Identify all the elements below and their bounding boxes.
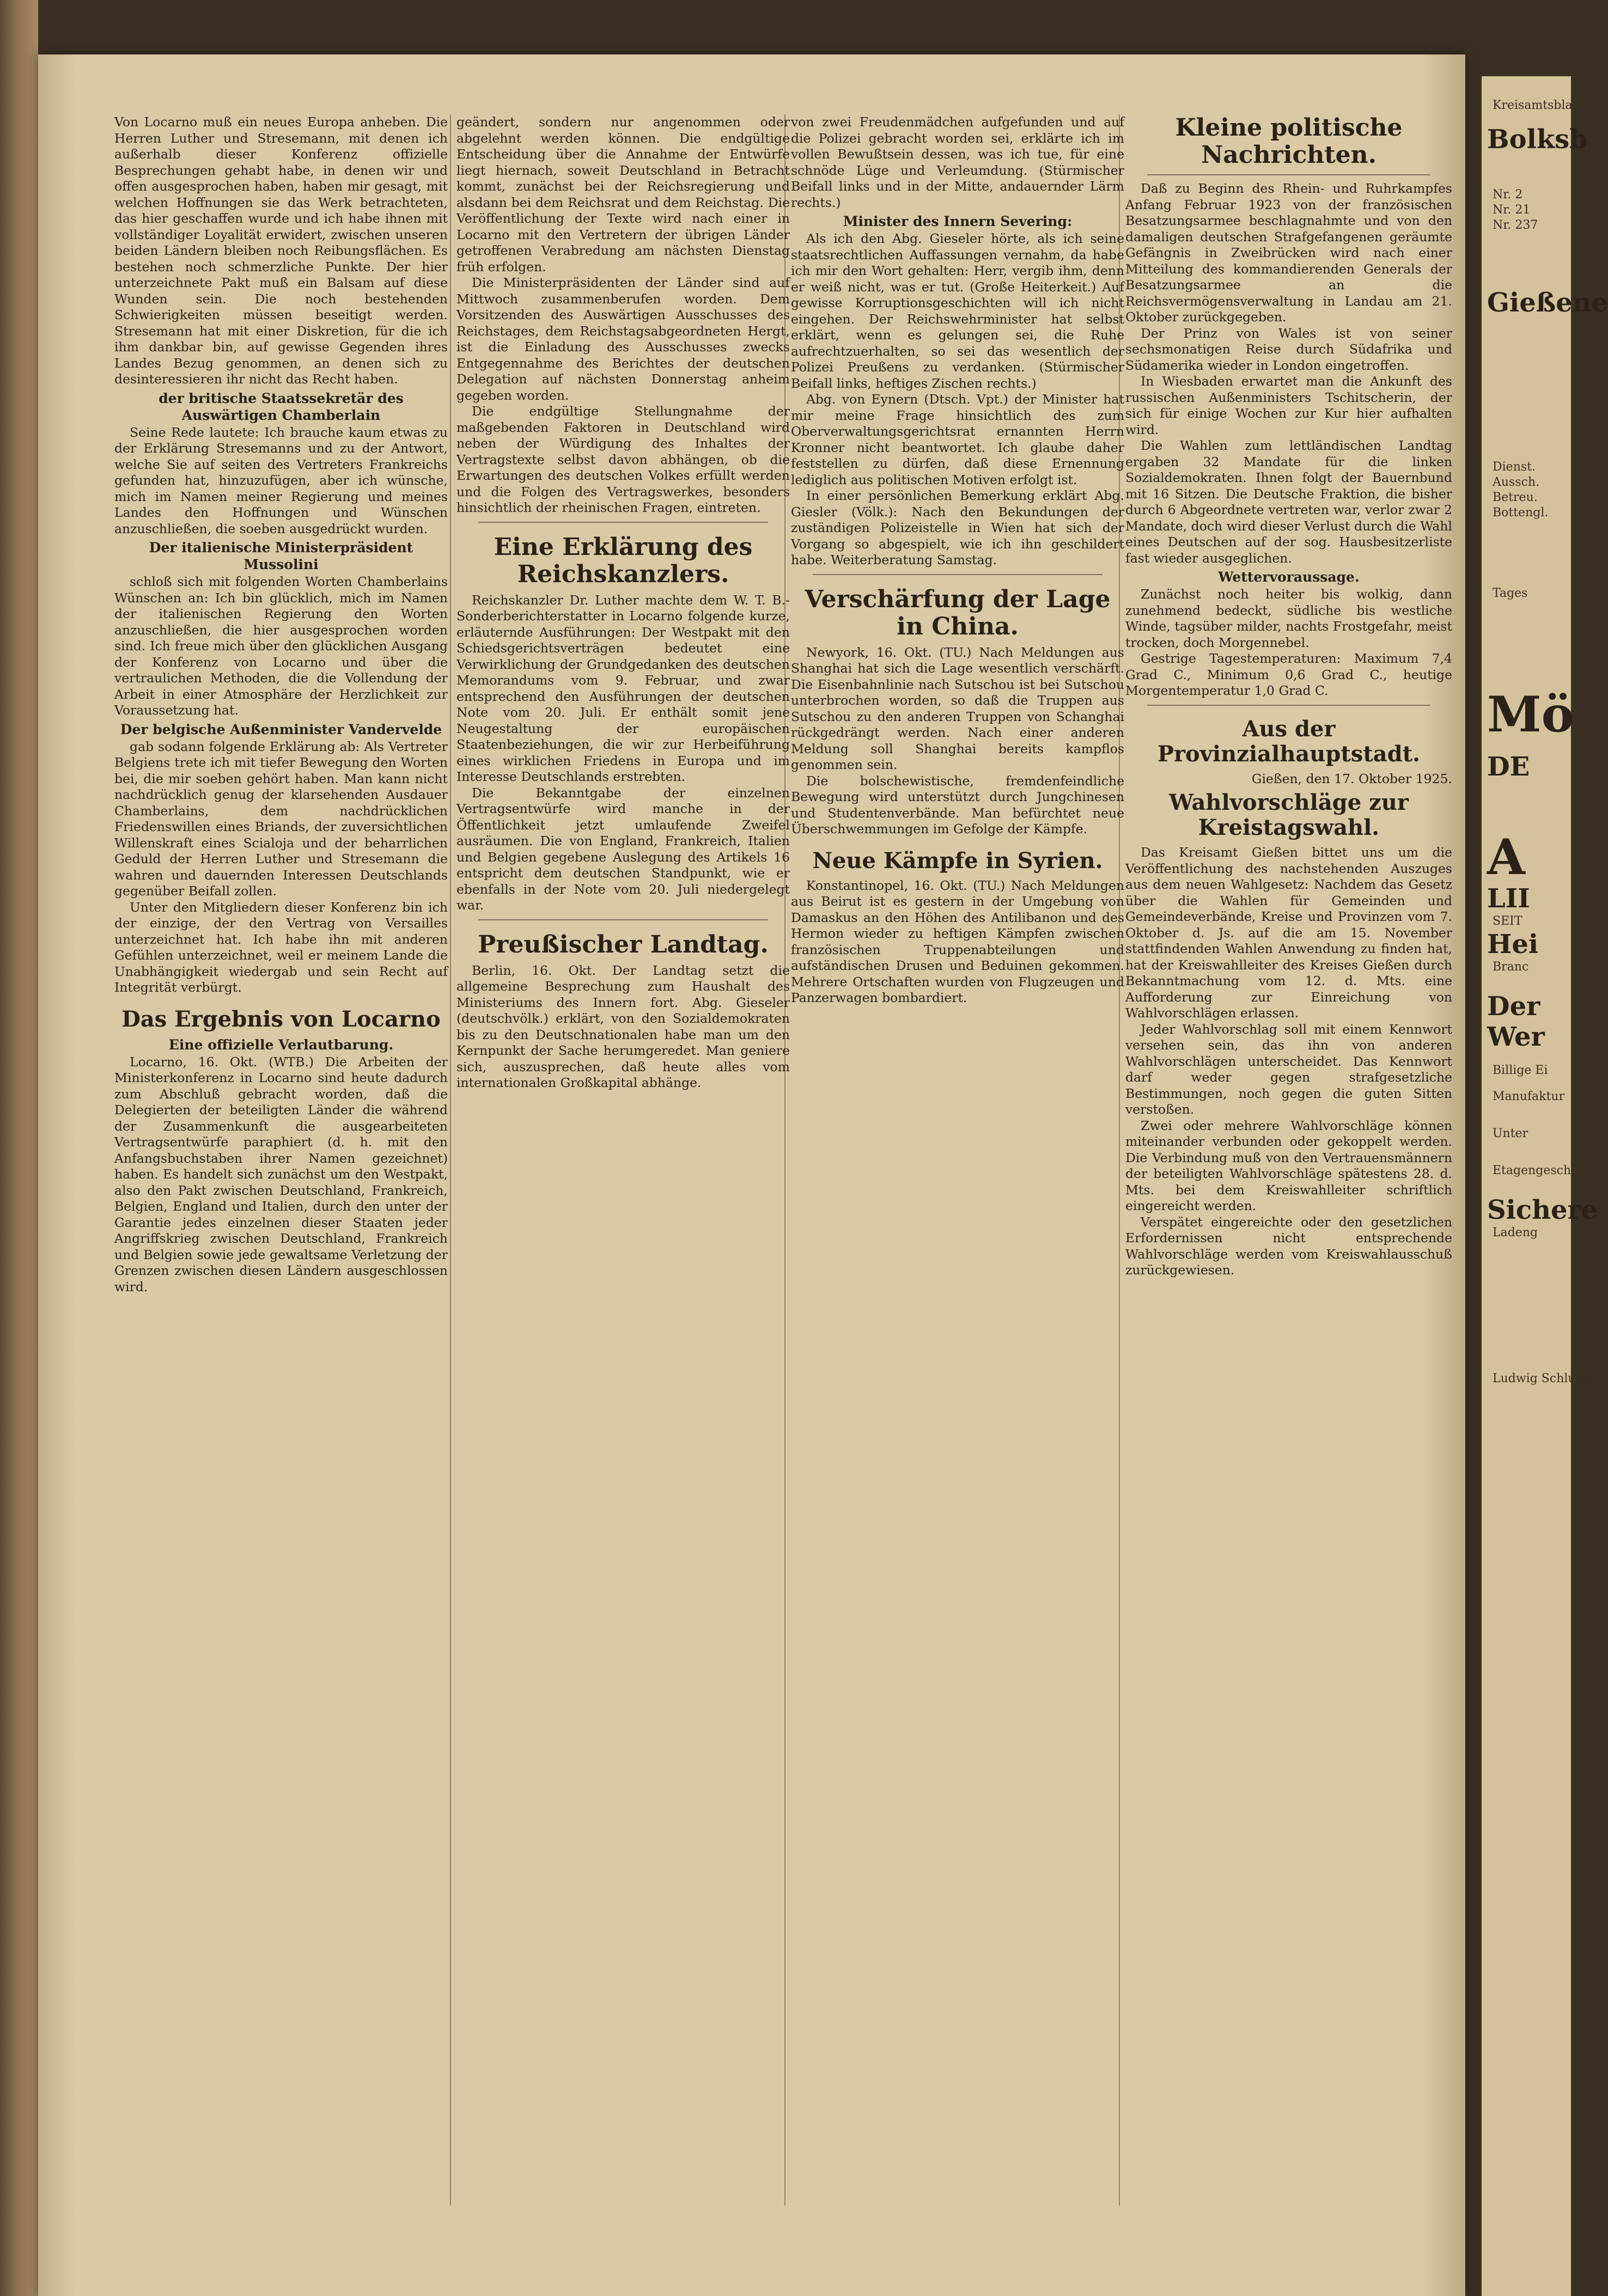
fragment-line: Nr. 21 — [1493, 203, 1531, 217]
article-headline: Eine Erklärung des Reichskanzlers. — [494, 533, 753, 588]
article-headline: Verschärfung der Lage in China. — [805, 585, 1111, 640]
paragraph: Die endgültige Stellungnahme der maßgebenden Faktoren in Deutschland wird neben der Würdigung des Inhaltes der Vertragstexte selbst davon abhängen, ob die Erwartungen des deutschen Volkes erfüllt werden und die Folgen des Vertragswerkes, besonders hinsichtlich der rheinischen Fragen, eintreten. — [456, 404, 790, 515]
subheading: Der italienische Ministerpräsident Mussolini — [149, 540, 413, 572]
column-rule — [450, 114, 451, 2206]
separator-line — [1147, 174, 1430, 175]
paragraph: Zwei oder mehrere Wahlvorschläge können miteinander verbunden oder gekoppelt werden. Die Verbindung muß von den Vertrauensmännern der beteiligten Wahlvorschläge spätestens 28. d. Mts. bei dem Kreiswahlleiter schriftlich eingereicht werden. — [1125, 1118, 1452, 1213]
column-2 — [456, 114, 790, 2206]
column-4 — [1125, 114, 1452, 2206]
article-headline: Neue Kämpfe in Syrien. — [812, 847, 1103, 874]
paragraph: Der Prinz von Wales ist von seiner sechsmonatigen Reise durch Südafrika und Südamerika wieder in London eingetroffen. — [1125, 325, 1452, 373]
fragment-line: Mö — [1487, 686, 1574, 743]
separator-line — [478, 919, 768, 920]
section-headline: Aus der Provinzialhauptstadt. — [1157, 716, 1421, 767]
fragment-line: Aussch. — [1493, 475, 1540, 489]
fragment-line: Dienst. — [1493, 460, 1536, 474]
paragraph: Daß zu Beginn des Rhein- und Ruhrkampfes Anfang Februar 1923 von der französischen Besatzungsarmee beschlagnahmte und von den damaligen deutschen Strafgefangenen geräumte Gefängnis in Zweibrücken wird nach einer Mitteilung des kommandierenden Generals der Besatzungsarmee an die Reichsvermögensverwaltung in Landau am 21. Oktober zurückgegeben. — [1125, 181, 1452, 325]
fragment-line: Manufaktur — [1493, 1090, 1565, 1103]
paragraph: Seine Rede lautete: Ich brauche kaum etwas zu der Erklärung Stresemanns und zu der Antwort, welche Sie auf seiten des Vertreters Frankreichs gefunden hat, hinzuzufügen, aber ich wünsche, mich im Namen meiner Regierung und meines Landes den Hoffnungen und Wünschen anzuschließen, die soeben ausgedrückt wurden. — [114, 424, 448, 536]
fragment-line: Etagengeschä — [1493, 1164, 1579, 1177]
paragraph: Zunächst noch heiter bis wolkig, dann zunehmend bedeckt, südliche bis westliche Winde, tagsüber milder, nachts Frostgefahr, meist trocken, doch Morgennebel. — [1125, 587, 1452, 650]
column-1 — [114, 114, 448, 2206]
paragraph: Unter den Mitgliedern dieser Konferenz bin ich der einzige, der den Vertrag von Versailles unterzeichnet hat. Ich habe ihn mit anderen Gefühlen unterzeichnet, weil er meinem Lande die Unabhängigkeit wiedergab und sein Recht auf Integrität verbürgt. — [114, 899, 448, 995]
fragment-line: Bolksb — [1487, 124, 1588, 155]
paragraph: schloß sich mit folgenden Worten Chamberlains Wünschen an: Ich bin glücklich, mich im Namen der italienischen Regierung den Worten anzuschließen, die hier ausgesprochen worden sind. Ich freue mich über den glücklichen Ausgang der Konferenz von Locarno und über die vertraulichen Methoden, die die Vollendung der Arbeit in einer Atmosphäre der Herzlichkeit zur Voraussetzung hat. — [114, 574, 448, 718]
column-3 — [791, 114, 1124, 2206]
paragraph: geändert, sondern nur angenommen oder abgelehnt werden können. Die endgültige Entscheidung über die Annahme der Entwürfe liegt hiernach, soweit Deutschland in Betracht kommt, zunächst bei der Reichsregierung und alsdann bei dem Reichsrat und dem Reichstag. Die Veröffentlichung der Texte wird nach einer in Locarno mit den Vertretern der übrigen Länder getroffenen Verabredung am nächsten Dienstag früh erfolgen. — [456, 114, 790, 274]
separator-line — [1147, 705, 1430, 706]
fragment-line: Nr. 237 — [1493, 218, 1538, 232]
facing-page-fragment — [1482, 76, 1608, 2296]
paragraph: Von Locarno muß ein neues Europa anheben. Die Herren Luther und Stresemann, mit denen ich außerhalb dieser Konferenz offizielle Besprechungen gehabt habe, in denen wir und offen ausgesprochen haben, haben mir gesagt, mit welchen Hoffnungen sie das Werk betrachteten, das hier geschaffen wurde und ich habe ihnen mit vollständiger Loyalität erwidert, zwischen unseren beiden Ländern bleiben noch Reibungsflächen. Es bestehen noch schmerzliche Punkte. Der hier unterzeichnete Pakt muß ein Balsam auf diese Wunden sein. Die noch bestehenden Schwierigkeiten müssen beseitigt werden. Stresemann hat mit einer Diskretion, für die ich ihm dankbar bin, auf gewisse Gegenden ihres Landes Bezug genommen, an denen sich zu desinteressieren ihr nicht das Recht haben. — [114, 114, 448, 387]
dateline: Gießen, den 17. Oktober 1925. — [1251, 771, 1452, 786]
paragraph: Die Wahlen zum lettländischen Landtag ergaben 32 Mandate für die linken Sozialdemokraten. Ihnen folgt der Bauernbund mit 16 Sitzen. Die Deutsche Fraktion, die bisher durch 6 Abgeordnete vertreten war, verlor zwar 2 Mandate, doch wird dieser Verlust durch die Wahl eines Deutschen auf der sog. Hausbesitzerliste fast wieder ausgeglichen. — [1125, 438, 1452, 566]
paragraph: Reichskanzler Dr. Luther machte dem W. T. B.-Sonderberichterstatter in Locarno folgende kurze, erläuternde Ausführungen: Der Westpakt mit den Schiedsgerichtsverträgen bedeutet eine Verwirklichung der Grundgedanken des deutschen Memorandums vom 9. Februar, und zwar entsprechend den Ausführungen der deutschen Note vom 20. Juli. Er enthält somit jene Neugestaltung der europäischen Staatenbeziehungen, die wir zur Herbeiführung eines wirklichen Friedens in Europa und im Interesse Deutschlands erstrebten. — [456, 592, 790, 784]
paragraph: Die Ministerpräsidenten der Länder sind auf Mittwoch zusammenberufen worden. Dem Vorsitzenden des Auswärtigen Ausschusses des Reichstages, dem Reichstagsabgeordneten Hergt, ist die Einladung des Ausschusses zwecks Entgegennahme des Berichtes der deutschen Delegation auf nächsten Donnerstag anheim gegeben worden. — [456, 275, 790, 403]
paragraph: Abg. von Eynern (Dtsch. Vpt.) der Minister hat mir meine Frage hinsichtlich des zum Oberverwaltungsgerichtsrat ernannten Herrn Kronner nicht beantwortet. Ich glaube daher feststellen zu dürfen, daß diese Ernennung lediglich aus politischen Motiven erfolgt ist. — [791, 392, 1124, 487]
paragraph: Locarno, 16. Okt. (WTB.) Die Arbeiten der Ministerkonferenz in Locarno sind heute dadurch zum Abschluß gebracht worden, daß die Delegierten der beteiligten Länder die während der Zusammenkunft die ausgearbeiteten Vertragsentwürfe paraphiert (d. h. mit den Anfangsbuchstaben ihrer Namen gezeichnet) haben. Es handelt sich zunächst um den Westpakt, also den Pakt zwischen Deutschland, Frankreich, Belgien, England und Italien, durch den unter der Garantie jedes einzelnen dieser Staaten jeder Angriffskrieg zwischen Deutschland, Frankreich und Belgien sowie jede gewaltsame Verletzung der Grenzen zwischen diesen Ländern ausgeschlossen wird. — [114, 1054, 448, 1294]
subheading: Eine offizielle Verlautbarung. — [168, 1036, 394, 1053]
paragraph: Newyork, 16. Okt. (TU.) Nach Meldungen aus Shanghai hat sich die Lage wesentlich verschärft. Die Eisenbahnlinie nach Sutschou ist bei Sutschou unterbrochen worden, so daß die Truppen aus Sutschou zu den anderen Truppen von Schanghai rückgedrängt werden. Nach einer anderen Meldung soll Shanghai bereits kampflos genommen sein. — [791, 644, 1124, 772]
fragment-line: Nr. 2 — [1493, 188, 1523, 201]
article-headline: Wahlvorschläge zur Kreistagswahl. — [1169, 790, 1409, 840]
fragment-line: Billige Ei — [1493, 1064, 1548, 1077]
fragment-line: SEIT — [1493, 914, 1522, 928]
fragment-line: Sichere — [1487, 1195, 1598, 1225]
paragraph: Jeder Wahlvorschlag soll mit einem Kennwort versehen sein, das ihn von anderen Wahlvorschlägen unterscheidet. Das Kennwort darf weder gegen strafgesetzliche Bestimmungen, noch gegen die guten Sitten verstoßen. — [1125, 1021, 1452, 1117]
paragraph: Berlin, 16. Okt. Der Landtag setzt die allgemeine Besprechung zum Haushalt des Ministeriums des Innern fort. Abg. Gieseler (deutschvölk.) erklärt, von den Sozialdemokraten bis zu den Deutschnationalen habe man um den Kernpunkt der Sache herumgeredet. Man geniere sich, auszusprechen, daß heute alles vom internationalen Großkapital abhänge. — [456, 962, 790, 1090]
paragraph: Verspätet eingereichte oder den gesetzlichen Erfordernissen nicht entsprechende Wahlvorschläge werden vom Kreiswahlausschuß zurückgewiesen. — [1125, 1214, 1452, 1278]
paragraph: Die bolschewistische, fremdenfeindliche Bewegung wird unterstützt durch Jungchinesen und Studentenverbände. Man befürchtet neue Überschwemmungen im Gefolge der Kämpfe. — [791, 773, 1124, 836]
paragraph: Gestrige Tagestemperaturen: Maximum 7,4 Grad C., Minimum 0,6 Grad C., heutige Morgentemperatur 1,0 Grad C. — [1125, 651, 1452, 698]
subheading: Der belgische Außenminister Vandervelde — [120, 721, 442, 737]
book-binding — [0, 0, 38, 2296]
subheading: der britische Staatssekretär des Auswärtigen Chamberlain — [159, 390, 404, 423]
paragraph: In einer persönlichen Bemerkung erklärt Abg. Giesler (Völk.): Nach den Bekundungen der zuständigen Polizeistelle in Wien hat sich der Vorgang so abgespielt, wie ich ihn geschildert habe. Weiterberatung Samstag. — [791, 488, 1124, 567]
fragment-line: Gießene — [1487, 288, 1608, 318]
paragraph: gab sodann folgende Erklärung ab: Als Vertreter Belgiens trete ich mit tiefer Bewegung den Worten bei, die mir soeben gehört haben. Man kann nicht nachdrücklich genug der klarsehenden Ausdauer Chamberlains, dem nachdrücklichen Friedenswillen eines Briands, der zuversichtlichen Willenskraft eines Scialoja und der beharrlichen Geduld der Herren Luther und Stresemann die wahren und dauernden Interessen Deutschlands gegenüber Beifall zollen. — [114, 738, 448, 899]
paragraph: Das Kreisamt Gießen bittet uns um die Veröffentlichung des nachstehenden Auszuges aus dem neuen Wahlgesetz: Nachdem das Gesetz über die Wahlen für Gemeinden und Gemeindeverbände, Kreise und Provinzen vom 7. Oktober d. Js. auf die am 15. November stattfindenden Wahlen Anwendung zu finden hat, hat der Kreiswahlleiter des Kreises Gießen durch Bekanntmachung vom 12. d. Mts. eine Aufforderung zur Einreichung von Wahlvorschlägen erlassen. — [1125, 845, 1452, 1021]
fragment-line: A — [1487, 828, 1525, 886]
subheading: Minister des Innern Severing: — [843, 213, 1073, 229]
article-headline: Preußischer Landtag. — [478, 930, 769, 958]
fragment-line: Branc — [1493, 960, 1529, 974]
subheading: Wettervoraussage. — [1218, 569, 1360, 585]
fragment-line: LII — [1487, 883, 1530, 914]
section-headline: Kleine politische Nachrichten. — [1175, 114, 1403, 169]
separator-line — [478, 522, 768, 523]
fragment-line: Ludwig Schlund — [1493, 1372, 1591, 1385]
fragment-line: Bottengl. — [1493, 506, 1549, 520]
fragment-line: Kreisamtsblatt — [1493, 99, 1582, 112]
paragraph: von zwei Freudenmädchen aufgefunden und auf die Polizei gebracht worden sei, erklärte ich im vollen Bewußtsein dessen, was ich tue, für eine schnöde Lüge und Verleumdung. (Stürmischer Beifall links und in der Mitte, andauernder Lärm rechts.) — [791, 114, 1124, 210]
fragment-line: Unter — [1493, 1127, 1528, 1140]
fragment-line: DE — [1487, 752, 1530, 782]
fragment-line: Betreu. — [1493, 491, 1538, 504]
paragraph: Als ich den Abg. Gieseler hörte, als ich seine staatsrechtlichen Auffassungen vernahm, da habe ich mir den Wort gehalten: Herr, vergib ihm, denn er weiß nicht, was er tut. (Große Heiterkeit.) Auf gewisse Korruptionsgeschichten will ich nicht eingehen. Der Reichswehrminister hat selbst erklärt, wenn es gelungen sei, die Ruhe aufrechtzuerhalten, so sei das wesentlich der Polizei Preußens zu verdanken. (Stürmischer Beifall links, heftiges Zischen rechts.) — [791, 231, 1124, 391]
paragraph: In Wiesbaden erwartet man die Ankunft des russischen Außenministers Tschitscherin, der sich für einige Wochen zur Kur hier aufhalten wird. — [1125, 374, 1452, 437]
paragraph: Konstantinopel, 16. Okt. (TU.) Nach Meldungen aus Beirut ist es gestern in der Umgebung von Damaskus an den Höhen des Antilibanon und des Hermon wieder zu heftigen Kämpfen zwischen französischen Truppenabteilungen und aufständischen Drusen und Beduinen gekommen. Mehrere Ortschaften wurden von Flugzeugen und Panzerwagen bombardiert. — [791, 877, 1124, 1005]
fragment-line: Tages — [1493, 587, 1528, 600]
separator-line — [813, 574, 1103, 575]
fragment-line: Ladeng — [1493, 1226, 1538, 1239]
article-headline: Das Ergebnis von Locarno — [121, 1006, 441, 1032]
fragment-line: Der Wer — [1487, 991, 1545, 1052]
fragment-line: Hei — [1487, 929, 1539, 960]
paragraph: Die Bekanntgabe der einzelnen Vertragsentwürfe wird manche in der Öffentlichkeit jetzt umlaufende Zweifel ausräumen. Die von England, Frankreich, Italien und Belgien gegebene Auslegung des Artikels 16 entspricht dem deutschen Standpunkt, wie er ebenfalls in der Note vom 20. Juli niedergelegt war. — [456, 785, 790, 913]
